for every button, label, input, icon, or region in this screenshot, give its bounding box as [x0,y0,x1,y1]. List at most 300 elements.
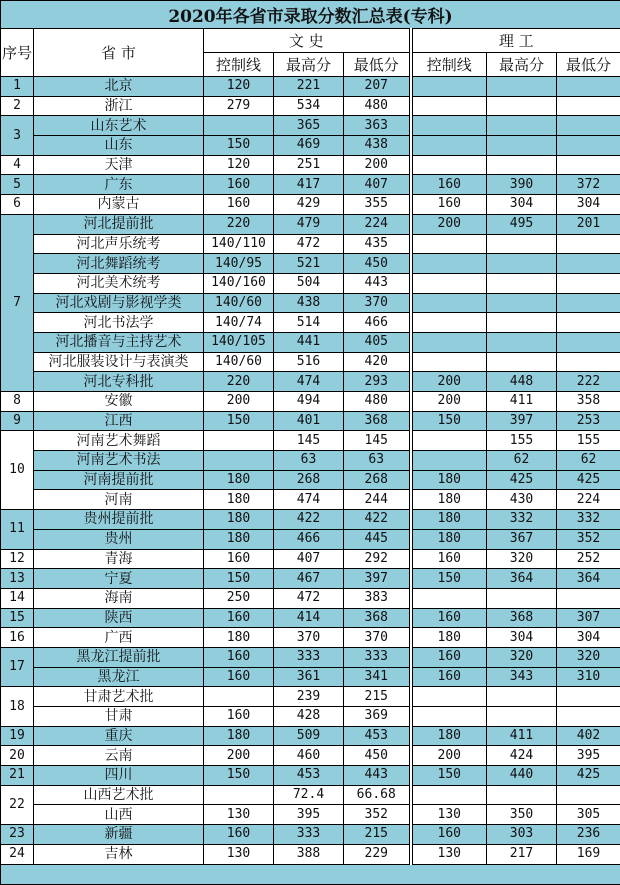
lg-max-cell [487,116,557,136]
ws-min-cell: 397 [344,569,411,589]
ws-max-cell: 428 [274,707,344,727]
seq-cell: 4 [1,155,34,175]
lg-max-cell: 350 [487,805,557,825]
lg-control-cell [411,352,487,372]
ws-max-cell: 466 [274,529,344,549]
lg-control-cell: 180 [411,628,487,648]
lg-min-cell: 253 [557,411,620,431]
table-row [1,510,620,530]
lg-min-cell: 310 [557,667,620,687]
ws-max-cell: 504 [274,273,344,293]
province-cell: 云南 [34,746,204,766]
lg-min-cell: 332 [557,510,620,530]
ws-max-cell: 333 [274,647,344,667]
ws-control-cell: 140/74 [204,313,274,333]
lg-min-cell [557,785,620,805]
seq-cell: 23 [1,825,34,845]
ws-min-cell: 368 [344,411,411,431]
lg-max-cell: 430 [487,490,557,510]
lg-max-cell: 364 [487,569,557,589]
ws-control-cell: 130 [204,805,274,825]
ws-min-cell: 445 [344,529,411,549]
lg-min-cell: 352 [557,529,620,549]
ws-max-cell: 395 [274,805,344,825]
lg-max-cell: 495 [487,214,557,234]
table-row [1,214,620,234]
seq-cell: 5 [1,175,34,195]
ws-min-cell: 268 [344,470,411,490]
ws-min-cell: 443 [344,273,411,293]
lg-min-cell [557,96,620,116]
lg-max-cell: 343 [487,667,557,687]
ws-min-cell: 355 [344,195,411,215]
table-row [1,569,620,589]
ws-max-cell: 453 [274,766,344,786]
ws-max-cell: 479 [274,214,344,234]
lg-min-cell [557,234,620,254]
province-cell: 宁夏 [34,569,204,589]
ws-min-cell: 383 [344,588,411,608]
ws-max-cell: 514 [274,313,344,333]
ws-min-cell: 352 [344,805,411,825]
seq-cell: 12 [1,549,34,569]
province-cell: 广东 [34,175,204,195]
seq-cell: 6 [1,195,34,215]
ws-max-cell: 417 [274,175,344,195]
lg-max-cell [487,588,557,608]
province-cell: 河北舞蹈统考 [34,254,204,274]
lg-max-cell [487,96,557,116]
ws-control-cell: 150 [204,766,274,786]
ws-min-cell: 422 [344,510,411,530]
table-row [1,411,620,431]
province-cell: 河南提前批 [34,470,204,490]
province-cell: 河北服装设计与表演类 [34,352,204,372]
header-lg-max: 最高分 [487,53,557,77]
table-row [1,844,620,864]
lg-control-cell [411,293,487,313]
lg-control-cell [411,687,487,707]
ws-control-cell [204,431,274,451]
ws-max-cell: 221 [274,77,344,97]
header-lg-min: 最低分 [557,53,620,77]
ws-max-cell: 429 [274,195,344,215]
province-cell: 陕西 [34,608,204,628]
ws-control-cell [204,116,274,136]
ws-control-cell: 160 [204,608,274,628]
lg-min-cell [557,155,620,175]
ws-max-cell: 365 [274,116,344,136]
province-cell: 安徽 [34,392,204,412]
ws-control-cell: 140/105 [204,332,274,352]
ws-max-cell: 474 [274,372,344,392]
table-row [1,431,620,451]
ws-min-cell: 207 [344,77,411,97]
ws-control-cell: 200 [204,746,274,766]
seq-cell: 3 [1,116,34,155]
ws-min-cell: 244 [344,490,411,510]
lg-max-cell: 367 [487,529,557,549]
lg-min-cell [557,293,620,313]
lg-control-cell: 130 [411,844,487,864]
lg-min-cell [557,588,620,608]
ws-min-cell: 333 [344,647,411,667]
ws-max-cell: 370 [274,628,344,648]
table-row [1,451,620,471]
lg-control-cell: 160 [411,195,487,215]
ws-min-cell: 215 [344,825,411,845]
lg-min-cell: 364 [557,569,620,589]
lg-max-cell: 217 [487,844,557,864]
ws-max-cell: 441 [274,332,344,352]
province-cell: 河北提前批 [34,214,204,234]
lg-control-cell [411,116,487,136]
ws-max-cell: 407 [274,549,344,569]
lg-min-cell [557,352,620,372]
province-cell: 新疆 [34,825,204,845]
ws-control-cell: 160 [204,825,274,845]
table-title: 2020年各省市录取分数汇总表(专科) [1,1,620,29]
lg-control-cell: 180 [411,529,487,549]
ws-control-cell: 180 [204,529,274,549]
lg-max-cell: 397 [487,411,557,431]
province-cell: 广西 [34,628,204,648]
province-cell: 贵州提前批 [34,510,204,530]
ws-control-cell: 180 [204,628,274,648]
ws-max-cell: 239 [274,687,344,707]
lg-max-cell [487,234,557,254]
table-row [1,372,620,392]
ws-max-cell: 516 [274,352,344,372]
ws-max-cell: 361 [274,667,344,687]
province-cell: 河南 [34,490,204,510]
ws-max-cell: 467 [274,569,344,589]
province-cell: 浙江 [34,96,204,116]
table-row [1,352,620,372]
seq-cell: 18 [1,687,34,726]
seq-cell: 17 [1,647,34,686]
lg-control-cell: 200 [411,392,487,412]
ws-min-cell: 438 [344,136,411,156]
ws-max-cell: 388 [274,844,344,864]
table-row [1,549,620,569]
ws-control-cell: 140/110 [204,234,274,254]
province-cell: 河北书法学 [34,313,204,333]
seq-cell: 2 [1,96,34,116]
ws-control-cell: 150 [204,411,274,431]
province-cell: 北京 [34,77,204,97]
ws-control-cell [204,687,274,707]
ws-max-cell: 401 [274,411,344,431]
lg-control-cell: 150 [411,766,487,786]
table-row [1,234,620,254]
ws-max-cell: 469 [274,136,344,156]
lg-max-cell [487,687,557,707]
lg-control-cell [411,77,487,97]
ws-min-cell: 293 [344,372,411,392]
seq-cell: 24 [1,844,34,864]
ws-control-cell: 200 [204,392,274,412]
ws-control-cell: 120 [204,77,274,97]
ws-control-cell: 160 [204,175,274,195]
lg-control-cell: 180 [411,510,487,530]
ws-control-cell: 180 [204,470,274,490]
province-cell: 河北戏剧与影视学类 [34,293,204,313]
ws-min-cell: 341 [344,667,411,687]
seq-cell: 11 [1,510,34,549]
seq-cell: 13 [1,569,34,589]
lg-max-cell: 304 [487,195,557,215]
province-cell: 江西 [34,411,204,431]
province-cell: 河北声乐统考 [34,234,204,254]
ws-max-cell: 460 [274,746,344,766]
lg-min-cell [557,77,620,97]
province-cell: 河北专科批 [34,372,204,392]
lg-control-cell: 160 [411,647,487,667]
lg-min-cell: 201 [557,214,620,234]
lg-control-cell [411,785,487,805]
ws-min-cell: 480 [344,392,411,412]
table-row [1,332,620,352]
ws-min-cell: 405 [344,332,411,352]
ws-min-cell: 435 [344,234,411,254]
ws-max-cell: 472 [274,234,344,254]
ws-min-cell: 450 [344,254,411,274]
table-row [1,116,620,136]
lg-control-cell [411,431,487,451]
ws-max-cell: 72.4 [274,785,344,805]
lg-max-cell: 411 [487,726,557,746]
lg-max-cell [487,254,557,274]
ws-max-cell: 521 [274,254,344,274]
table-row [1,746,620,766]
province-cell: 重庆 [34,726,204,746]
lg-control-cell [411,451,487,471]
lg-max-cell: 320 [487,647,557,667]
ws-min-cell: 450 [344,746,411,766]
lg-min-cell [557,332,620,352]
ws-control-cell: 279 [204,96,274,116]
ws-max-cell: 534 [274,96,344,116]
ws-control-cell: 140/60 [204,293,274,313]
ws-control-cell: 140/95 [204,254,274,274]
header-ws-control: 控制线 [204,53,274,77]
ws-max-cell: 63 [274,451,344,471]
ws-min-cell: 480 [344,96,411,116]
lg-min-cell: 402 [557,726,620,746]
lg-max-cell: 368 [487,608,557,628]
ws-min-cell: 407 [344,175,411,195]
lg-control-cell: 200 [411,746,487,766]
ws-min-cell: 292 [344,549,411,569]
lg-max-cell [487,273,557,293]
seq-cell: 7 [1,214,34,391]
province-cell: 内蒙古 [34,195,204,215]
header-ligong: 理 工 [411,29,620,53]
lg-max-cell [487,313,557,333]
lg-control-cell: 200 [411,214,487,234]
lg-max-cell [487,136,557,156]
ws-control-cell: 140/60 [204,352,274,372]
table-body [1,77,620,865]
lg-control-cell: 130 [411,805,487,825]
table-row [1,293,620,313]
lg-control-cell [411,313,487,333]
seq-cell: 22 [1,785,34,824]
table-row [1,470,620,490]
lg-max-cell [487,77,557,97]
header-seq: 序号 [1,29,34,77]
lg-min-cell [557,707,620,727]
lg-min-cell [557,116,620,136]
province-cell: 天津 [34,155,204,175]
lg-min-cell [557,136,620,156]
ws-control-cell: 160 [204,667,274,687]
header-wenshi: 文 史 [204,29,411,53]
ws-max-cell: 251 [274,155,344,175]
lg-min-cell [557,687,620,707]
lg-max-cell [487,332,557,352]
table-row [1,766,620,786]
ws-min-cell: 224 [344,214,411,234]
seq-cell: 16 [1,628,34,648]
ws-max-cell: 494 [274,392,344,412]
province-cell: 四川 [34,766,204,786]
ws-min-cell: 368 [344,608,411,628]
seq-cell: 10 [1,431,34,510]
lg-max-cell: 303 [487,825,557,845]
lg-control-cell: 180 [411,470,487,490]
lg-control-cell [411,234,487,254]
lg-min-cell: 224 [557,490,620,510]
lg-max-cell: 320 [487,549,557,569]
ws-control-cell: 160 [204,195,274,215]
province-cell: 河北播音与主持艺术 [34,332,204,352]
ws-control-cell: 150 [204,569,274,589]
table-row [1,77,620,97]
ws-min-cell: 215 [344,687,411,707]
ws-min-cell: 363 [344,116,411,136]
table-row [1,825,620,845]
ws-control-cell: 250 [204,588,274,608]
lg-min-cell: 372 [557,175,620,195]
lg-control-cell: 160 [411,825,487,845]
province-cell: 河北美术统考 [34,273,204,293]
lg-min-cell: 62 [557,451,620,471]
lg-control-cell: 160 [411,549,487,569]
ws-max-cell: 422 [274,510,344,530]
lg-control-cell: 150 [411,411,487,431]
table-row [1,667,620,687]
ws-min-cell: 443 [344,766,411,786]
lg-max-cell [487,707,557,727]
province-cell: 河南艺术舞蹈 [34,431,204,451]
lg-max-cell: 440 [487,766,557,786]
province-cell: 黑龙江 [34,667,204,687]
lg-control-cell: 180 [411,726,487,746]
table-row [1,254,620,274]
table-row [1,529,620,549]
ws-max-cell: 472 [274,588,344,608]
lg-max-cell: 448 [487,372,557,392]
lg-max-cell [487,352,557,372]
header-province: 省 市 [34,29,204,77]
ws-control-cell: 150 [204,136,274,156]
table-row [1,175,620,195]
lg-min-cell [557,313,620,333]
lg-min-cell: 395 [557,746,620,766]
seq-cell: 15 [1,608,34,628]
lg-min-cell: 425 [557,470,620,490]
lg-control-cell [411,332,487,352]
lg-max-cell: 411 [487,392,557,412]
seq-cell: 1 [1,77,34,97]
ws-control-cell: 180 [204,510,274,530]
lg-max-cell [487,293,557,313]
ws-min-cell: 63 [344,451,411,471]
lg-control-cell [411,588,487,608]
lg-max-cell: 390 [487,175,557,195]
ws-max-cell: 438 [274,293,344,313]
table-row [1,726,620,746]
lg-min-cell: 305 [557,805,620,825]
lg-control-cell: 160 [411,175,487,195]
seq-cell: 21 [1,766,34,786]
ws-min-cell: 453 [344,726,411,746]
table-row [1,608,620,628]
lg-max-cell: 155 [487,431,557,451]
lg-max-cell: 425 [487,470,557,490]
province-cell: 青海 [34,549,204,569]
seq-cell: 8 [1,392,34,412]
ws-control-cell: 160 [204,707,274,727]
province-cell: 吉林 [34,844,204,864]
table-row [1,96,620,116]
lg-min-cell: 155 [557,431,620,451]
table-row [1,588,620,608]
province-cell: 甘肃艺术批 [34,687,204,707]
table-row [1,273,620,293]
ws-min-cell: 370 [344,293,411,313]
ws-min-cell: 369 [344,707,411,727]
table-row [1,805,620,825]
ws-control-cell [204,451,274,471]
lg-control-cell [411,254,487,274]
ws-control-cell: 220 [204,372,274,392]
province-cell: 河南艺术书法 [34,451,204,471]
lg-min-cell: 252 [557,549,620,569]
ws-control-cell: 180 [204,726,274,746]
table-row [1,707,620,727]
seq-cell: 9 [1,411,34,431]
table-row [1,195,620,215]
lg-control-cell: 150 [411,569,487,589]
lg-min-cell: 304 [557,628,620,648]
ws-max-cell: 509 [274,726,344,746]
lg-min-cell: 222 [557,372,620,392]
province-cell: 山东 [34,136,204,156]
ws-control-cell: 120 [204,155,274,175]
table-row [1,136,620,156]
ws-control-cell [204,785,274,805]
province-cell: 甘肃 [34,707,204,727]
ws-max-cell: 414 [274,608,344,628]
table-row [1,155,620,175]
lg-max-cell: 62 [487,451,557,471]
lg-min-cell [557,273,620,293]
header-ws-max: 最高分 [274,53,344,77]
lg-min-cell: 320 [557,647,620,667]
